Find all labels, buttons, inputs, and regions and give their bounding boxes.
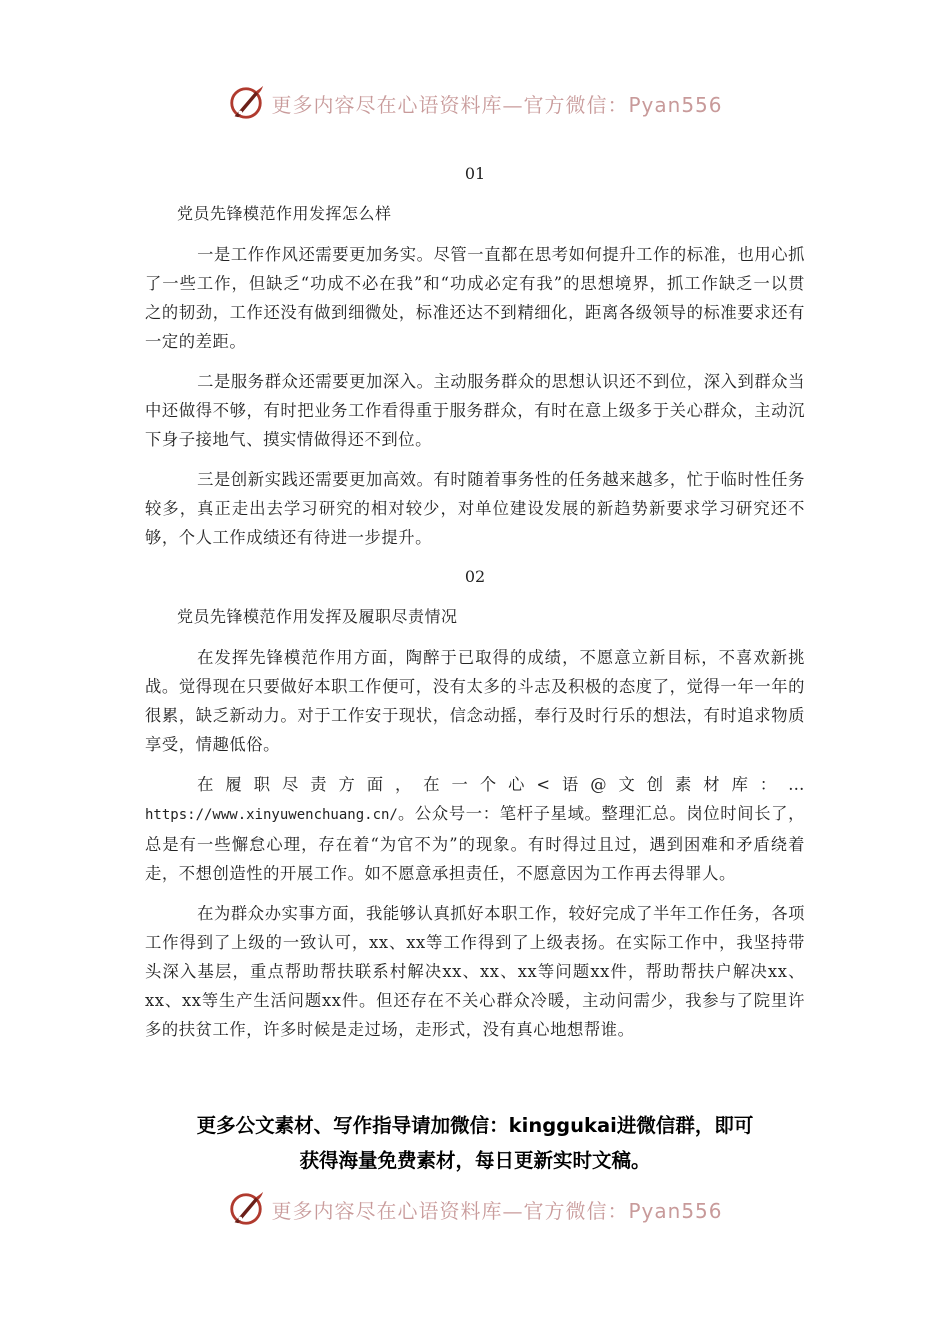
promo-note [0,1108,950,1178]
section-heading: 党员先锋模范作用发挥及履职尽责情况 [177,607,458,626]
section-heading: 党员先锋模范作用发挥怎么样 [177,204,392,223]
paragraph: 三是创新实践还需要更加高效。有时随着事务性的任务越来越多，忙于临时性任务较多，真正走出去学习研究的相对较少，对单位建设发展的新趋势新要求学习研究还不够，个人工作成绩还有待进一步提升。 [145,470,805,547]
banner-wechat-id: Pyan556 [628,1198,723,1223]
quill-logo-icon [227,1190,265,1228]
quill-logo-icon [227,84,265,122]
paragraph: 一是工作作风还需要更加务实。尽管一直都在思考如何提升工作的标准，也用心抓了一些工作，但缺乏“功成不必在我”和“功成必定有我”的思想境界，抓工作缺乏一以贯之的韧劲，工作还没有做到细微处，标准还达不到精细化，距离各级领导的标准要求还有一定的差距。 [145,245,805,351]
paragraph: 在发挥先锋模范作用方面，陶醉于已取得的成绩，不愿意立新目标，不喜欢新挑战。觉得现在只要做好本职工作便可，没有太多的斗志及积极的态度了，觉得一年一年的很累，缺乏新动力。对于工作安于现状，信念动摇，奉行及时行乐的想法，有时追求物质享受，情趣低俗。 [145,648,805,754]
promo-line-2: 获得海量免费素材，每日更新实时文稿。 [299,1149,651,1172]
paragraph: 二是服务群众还需要更加深入。主动服务群众的思想认识还不到位，深入到群众当中还做得不够，有时把业务工作看得重于服务群众，有时在意上级多于关心群众，主动沉下身子接地气、摸实情做得还不到位。 [145,372,805,449]
paragraph-with-link: 在履职尽责方面，在一个心<语@文创素材库：…https://www.xinyuwenchuang.cn/。公众号一：笔杆子星域。整理汇总。岗位时间长了，总是有一些懈怠心理，存在着“为官不为”的现象。有时得过且过，遇到困难和矛盾绕着走，不想创造性的开展工作。如不愿意承担责任，不愿意因为工作再去得罪人。 [145,775,805,883]
paragraph: 在为群众办实事方面，我能够认真抓好本职工作，较好完成了半年工作任务，各项工作得到了上级的一致认可，xx、xx等工作得到了上级表扬。在实际工作中，我坚持带头深入基层，重点帮助帮扶联系村解决xx、xx、xx等问题xx件，帮助帮扶户解决xx、xx、xx等生产生活问题xx件。但还存在不关心群众冷暖，主动问需少，我参与了院里许多的扶贫工作，许多时候是走过场，走形式，没有真心地想帮谁。 [145,904,805,1039]
footer-banner [0,1190,950,1228]
banner-text: 更多内容尽在心语资料库—官方微信：Pyan556 [271,92,723,117]
section-number: 02 [464,567,486,586]
promo-line-1: 更多公文素材、写作指导请加微信：kinggukai进微信群，即可 [196,1114,754,1137]
section-number: 01 [464,164,486,183]
document-body [145,160,805,1055]
banner-wechat-id: Pyan556 [628,92,723,117]
website-url: https://www.xinyuwenchuang.cn/ [145,807,398,823]
banner-text: 更多内容尽在心语资料库—官方微信：Pyan556 [271,1198,723,1223]
header-banner [0,84,950,122]
